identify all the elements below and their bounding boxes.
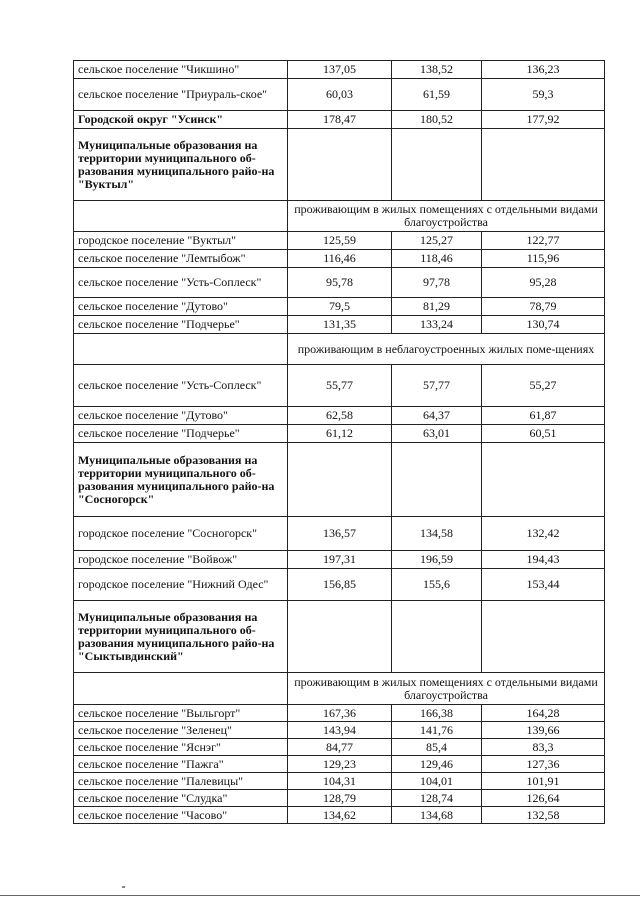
empty-cell <box>288 129 392 201</box>
tariff-value: 134,62 <box>288 807 392 824</box>
settlement-name: сельское поселение "Усть-Соплеск" <box>74 365 288 407</box>
tariff-table-body <box>74 61 605 824</box>
settlement-name: сельское поселение "Выльгорт" <box>74 705 288 722</box>
settlement-name: сельское поселение "Палевицы" <box>74 773 288 790</box>
tariff-value: 132,42 <box>482 517 605 551</box>
tariff-value: 61,59 <box>392 79 482 111</box>
table-row <box>74 517 605 551</box>
settlement-name: сельское поселение "Слудка" <box>74 790 288 807</box>
tariff-value: 84,77 <box>288 739 392 756</box>
table-row-subheading <box>74 201 605 232</box>
empty-cell <box>74 334 288 365</box>
tariff-value: 122,77 <box>482 232 605 250</box>
settlement-name: сельское поселение "Усть-Соплеск" <box>74 268 288 298</box>
tariff-value: 64,37 <box>392 407 482 425</box>
settlement-name: сельское поселение "Приураль-ское" <box>74 79 288 111</box>
empty-cell <box>392 601 482 673</box>
settlement-name: городское поселение "Вуктыл" <box>74 232 288 250</box>
tariff-value: 139,66 <box>482 722 605 739</box>
table-row <box>74 268 605 298</box>
empty-cell <box>74 673 288 705</box>
tariff-value: 164,28 <box>482 705 605 722</box>
tariff-value: 128,74 <box>392 790 482 807</box>
settlement-name: сельское поселение "Дутово" <box>74 407 288 425</box>
tariff-value: 137,05 <box>288 61 392 79</box>
tariff-value: 136,23 <box>482 61 605 79</box>
table-row <box>74 79 605 111</box>
tariff-value: 129,46 <box>392 756 482 773</box>
tariff-value: 141,76 <box>392 722 482 739</box>
tariff-value: 60,51 <box>482 425 605 443</box>
tariff-value: 104,01 <box>392 773 482 790</box>
table-row-subheading <box>74 673 605 705</box>
empty-cell <box>74 201 288 232</box>
page-bottom-edge <box>0 895 640 896</box>
settlement-name: сельское поселение "Лемтыбож" <box>74 250 288 268</box>
tariff-value: 132,58 <box>482 807 605 824</box>
tariff-value: 134,68 <box>392 807 482 824</box>
tariff-value: 95,28 <box>482 268 605 298</box>
tariff-value: 129,23 <box>288 756 392 773</box>
tariff-value: 116,46 <box>288 250 392 268</box>
tariff-value: 127,36 <box>482 756 605 773</box>
settlement-name: городское поселение "Сосногорск" <box>74 517 288 551</box>
empty-cell <box>482 443 605 517</box>
tariff-value: 57,77 <box>392 365 482 407</box>
table-row-section-heading <box>74 601 605 673</box>
table-row <box>74 773 605 790</box>
table-row <box>74 316 605 334</box>
tariff-value: 125,27 <box>392 232 482 250</box>
table-row <box>74 722 605 739</box>
tariff-value: 55,77 <box>288 365 392 407</box>
table-row <box>74 407 605 425</box>
settlement-name: сельское поселение "Зеленец" <box>74 722 288 739</box>
table-row-section-heading <box>74 129 605 201</box>
table-row <box>74 551 605 569</box>
tariff-value: 177,92 <box>482 111 605 129</box>
tariff-value: 101,91 <box>482 773 605 790</box>
category-subheading: проживающим в жилых помещениях с отдельными видами благоустройства <box>288 673 605 705</box>
empty-cell <box>392 129 482 201</box>
tariff-value: 196,59 <box>392 551 482 569</box>
tariff-value: 155,6 <box>392 569 482 601</box>
tariff-table <box>73 60 605 824</box>
settlement-name: сельское поселение "Подчерье" <box>74 425 288 443</box>
tariff-value: 131,35 <box>288 316 392 334</box>
tariff-value: 133,24 <box>392 316 482 334</box>
table-row <box>74 232 605 250</box>
tariff-value: 78,79 <box>482 298 605 316</box>
settlement-name: городское поселение "Войвож" <box>74 551 288 569</box>
tariff-value: 136,57 <box>288 517 392 551</box>
table-row <box>74 298 605 316</box>
tariff-value: 62,58 <box>288 407 392 425</box>
tariff-value: 55,27 <box>482 365 605 407</box>
tariff-value: 104,31 <box>288 773 392 790</box>
settlement-name: сельское поселение "Подчерье" <box>74 316 288 334</box>
settlement-name: сельское поселение "Часово" <box>74 807 288 824</box>
tariff-value: 130,74 <box>482 316 605 334</box>
table-row <box>74 425 605 443</box>
tariff-value: 85,4 <box>392 739 482 756</box>
table-row-total <box>74 111 605 129</box>
table-row-subheading <box>74 334 605 365</box>
settlement-name: сельское поселение "Дутово" <box>74 298 288 316</box>
section-heading: Муниципальные образования на территории муниципального об-разования муниципального райо-на "Сыктывдинский" <box>74 601 288 673</box>
scan-artifact <box>122 886 125 888</box>
table-row <box>74 756 605 773</box>
table-row <box>74 807 605 824</box>
table-row <box>74 739 605 756</box>
tariff-value: 60,03 <box>288 79 392 111</box>
tariff-value: 194,43 <box>482 551 605 569</box>
tariff-value: 118,46 <box>392 250 482 268</box>
section-heading: Муниципальные образования на территории муниципального об-разования муниципального райо-на "Сосногорск" <box>74 443 288 517</box>
tariff-value: 61,12 <box>288 425 392 443</box>
tariff-value: 97,78 <box>392 268 482 298</box>
district-total-name: Городской округ "Усинск" <box>74 111 288 129</box>
table-row <box>74 250 605 268</box>
empty-cell <box>482 129 605 201</box>
tariff-value: 61,87 <box>482 407 605 425</box>
tariff-value: 79,5 <box>288 298 392 316</box>
tariff-value: 63,01 <box>392 425 482 443</box>
empty-cell <box>392 443 482 517</box>
tariff-value: 81,29 <box>392 298 482 316</box>
tariff-value: 197,31 <box>288 551 392 569</box>
empty-cell <box>288 601 392 673</box>
tariff-value: 166,38 <box>392 705 482 722</box>
table-row-section-heading <box>74 443 605 517</box>
tariff-value: 59,3 <box>482 79 605 111</box>
tariff-value: 167,36 <box>288 705 392 722</box>
tariff-value: 128,79 <box>288 790 392 807</box>
tariff-value: 115,96 <box>482 250 605 268</box>
settlement-name: сельское поселение "Чикшино" <box>74 61 288 79</box>
empty-cell <box>482 601 605 673</box>
tariff-value: 138,52 <box>392 61 482 79</box>
tariff-value: 180,52 <box>392 111 482 129</box>
section-heading: Муниципальные образования на территории муниципального об-разования муниципального райо-на "Вуктыл" <box>74 129 288 201</box>
tariff-value: 134,58 <box>392 517 482 551</box>
settlement-name: сельское поселение "Пажга" <box>74 756 288 773</box>
category-subheading: проживающим в неблагоустроенных жилых поме-щениях <box>288 334 605 365</box>
table-row <box>74 569 605 601</box>
empty-cell <box>288 443 392 517</box>
table-row <box>74 365 605 407</box>
settlement-name: сельское поселение "Яснэг" <box>74 739 288 756</box>
tariff-value: 126,64 <box>482 790 605 807</box>
tariff-value: 178,47 <box>288 111 392 129</box>
tariff-value: 143,94 <box>288 722 392 739</box>
table-row <box>74 61 605 79</box>
tariff-value: 153,44 <box>482 569 605 601</box>
tariff-value: 95,78 <box>288 268 392 298</box>
settlement-name: городское поселение "Нижний Одес" <box>74 569 288 601</box>
table-row <box>74 705 605 722</box>
tariff-value: 156,85 <box>288 569 392 601</box>
tariff-value: 125,59 <box>288 232 392 250</box>
category-subheading: проживающим в жилых помещениях с отдельными видами благоустройства <box>288 201 605 232</box>
table-row <box>74 790 605 807</box>
tariff-value: 83,3 <box>482 739 605 756</box>
